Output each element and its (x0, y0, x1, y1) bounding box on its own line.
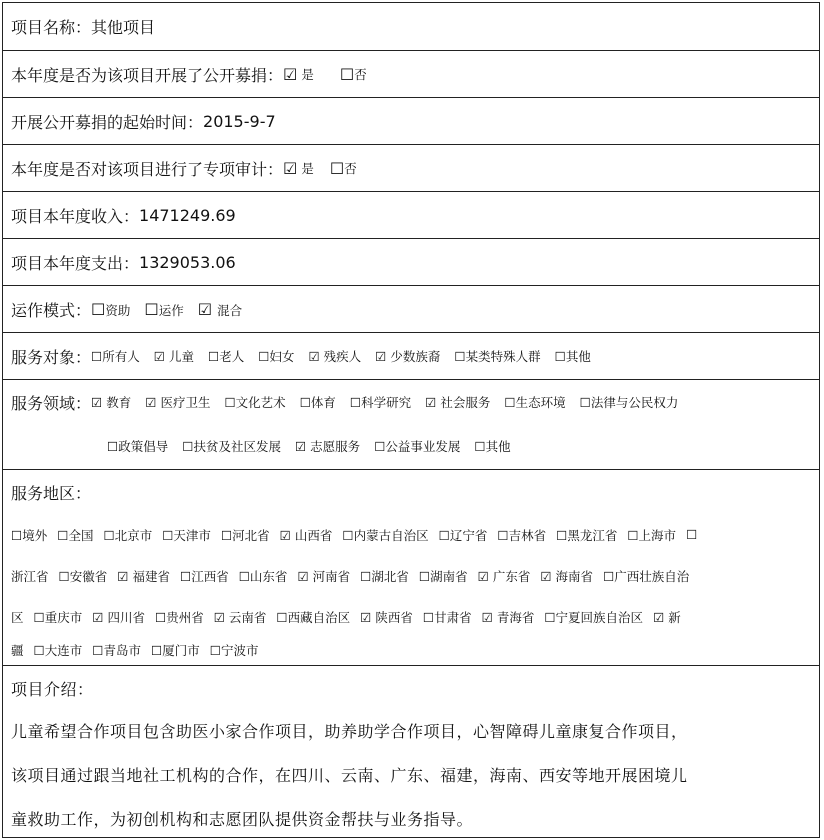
audit-label: 本年度是否对该项目进行了专项审计： (11, 159, 284, 179)
field-option-ecology[interactable]: ☐生态环境 (504, 395, 566, 410)
field-option-sports[interactable]: ☐体育 (299, 395, 336, 410)
region-option-yunnan[interactable]: ☑ 云南省 (213, 609, 267, 625)
region-option[interactable]: 疆 (11, 643, 24, 658)
region-option[interactable]: ☐内蒙古自治区 (342, 527, 429, 543)
service-field-label: 服务领域： (11, 393, 92, 413)
region-option[interactable]: 浙江省 (11, 568, 49, 584)
operation-mode-label: 运作模式： (11, 300, 92, 320)
income-label: 项目本年度收入： (11, 206, 140, 226)
mode-option-funding[interactable]: ☐资助 (91, 299, 131, 319)
public-fundraising-yes-checkbox[interactable]: ☑ (283, 64, 298, 84)
field-option-poverty-community[interactable]: ☐扶贫及社区发展 (182, 439, 281, 454)
mode-option-operation[interactable]: ☐运作 (144, 299, 184, 319)
field-option-culture-art[interactable]: ☐文化艺术 (224, 395, 286, 410)
region-line-3 (11, 596, 691, 637)
region-option-shanxi[interactable]: ☑ 山西省 (279, 527, 333, 543)
region-option[interactable]: 区 (11, 609, 24, 625)
public-fundraising-no-checkbox[interactable]: ☐ (339, 64, 355, 84)
region-option[interactable]: ☐宁夏回族自治区 (544, 609, 644, 625)
audit-no-label: 否 (344, 161, 357, 176)
region-option[interactable]: ☐上海市 (627, 527, 677, 543)
region-option[interactable]: ☐ (686, 527, 698, 542)
region-option[interactable]: ☐宁波市 (209, 643, 259, 658)
public-fundraising-row (3, 50, 819, 97)
public-fundraising-label: 本年度是否为该项目开展了公开募捐： (11, 65, 284, 85)
region-option[interactable]: ☐境外 (11, 527, 48, 543)
target-option-children[interactable]: ☑ 儿童 (153, 349, 194, 364)
service-target-row (3, 332, 819, 379)
region-option[interactable]: ☐河北省 (220, 527, 270, 543)
project-name-row (3, 3, 819, 50)
mode-option-mixed[interactable]: ☑ 混合 (197, 299, 243, 319)
region-option[interactable]: ☐湖北省 (360, 568, 409, 584)
region-option[interactable]: ☐辽宁省 (438, 527, 488, 543)
income-value: 1471249.69 (139, 205, 236, 225)
project-form (2, 2, 820, 838)
audit-no-checkbox[interactable]: ☐ (329, 158, 345, 178)
field-option-education[interactable]: ☑ 教育 (91, 395, 132, 410)
target-option-special-group[interactable]: ☐某类特殊人群 (454, 349, 541, 364)
region-option[interactable]: ☐重庆市 (33, 609, 83, 625)
region-option-xinjiang[interactable]: ☑ 新 (653, 609, 681, 625)
service-field-line-1 (11, 380, 692, 424)
region-option-sichuan[interactable]: ☑ 四川省 (92, 609, 145, 625)
public-fundraising-yes-label: 是 (301, 67, 314, 82)
region-option[interactable]: ☐江西省 (179, 568, 229, 584)
project-name-value: 其他项目 (91, 18, 156, 37)
field-option-volunteer[interactable]: ☑ 志愿服务 (294, 439, 361, 454)
field-option-science[interactable]: ☐科学研究 (349, 395, 412, 410)
region-option-fujian[interactable]: ☑ 福建省 (117, 568, 170, 584)
region-option-hainan[interactable]: ☑ 海南省 (540, 568, 594, 584)
region-option-shaanxi[interactable]: ☑ 陕西省 (360, 609, 413, 625)
start-time-value: 2015-9-7 (203, 111, 276, 131)
region-option-qinghai[interactable]: ☑ 青海省 (481, 609, 535, 625)
target-option-ethnic-minority[interactable]: ☑ 少数族裔 (375, 349, 441, 364)
target-option-other[interactable]: ☐其他 (554, 349, 591, 364)
region-line-4 (11, 637, 268, 663)
field-option-social-service[interactable]: ☑ 社会服务 (425, 395, 491, 410)
audit-yes-checkbox[interactable]: ☑ (283, 158, 298, 178)
region-option[interactable]: ☐全国 (57, 527, 94, 543)
region-option[interactable]: ☐吉林省 (497, 527, 547, 543)
region-option[interactable]: ☐西藏自治区 (276, 609, 351, 625)
start-time-label: 开展公开募捐的起始时间： (11, 112, 204, 132)
field-option-public-welfare[interactable]: ☐公益事业发展 (374, 439, 461, 454)
region-option-henan[interactable]: ☑ 河南省 (297, 568, 351, 584)
target-option-everyone[interactable]: ☐所有人 (91, 349, 140, 364)
region-option[interactable]: ☐青岛市 (92, 643, 141, 658)
service-field-row (3, 379, 819, 469)
region-option[interactable]: ☐贵州省 (154, 609, 204, 625)
service-region-row (3, 469, 819, 665)
target-option-disabled[interactable]: ☑ 残疾人 (308, 349, 362, 364)
audit-row (3, 144, 819, 191)
project-intro-label: 项目介绍： (11, 680, 94, 699)
region-option[interactable]: ☐甘肃省 (422, 609, 472, 625)
region-option[interactable]: ☐北京市 (103, 527, 153, 543)
region-option[interactable]: ☐大连市 (33, 643, 83, 658)
expense-row (3, 238, 819, 285)
region-option[interactable]: ☐天津市 (162, 527, 211, 543)
service-field-line-2 (11, 424, 525, 468)
region-option-guangdong[interactable]: ☑ 广东省 (477, 568, 531, 584)
project-intro-line: 童救助工作，为初创机构和志愿团队提供资金帮扶与业务指导。 (11, 810, 474, 829)
start-time-row (3, 97, 819, 144)
region-option[interactable]: ☐山东省 (238, 568, 288, 584)
public-fundraising-no-label: 否 (354, 67, 367, 82)
expense-label: 项目本年度支出： (11, 253, 140, 273)
target-option-women[interactable]: ☐妇女 (258, 349, 295, 364)
target-option-elderly[interactable]: ☐老人 (207, 349, 245, 364)
region-option[interactable]: ☐安徽省 (58, 568, 108, 584)
expense-value: 1329053.06 (139, 252, 236, 272)
service-region-label: 服务地区： (11, 483, 92, 503)
region-option[interactable]: ☐湖南省 (418, 568, 468, 584)
region-option[interactable]: ☐厦门市 (150, 643, 200, 658)
project-intro-line: 该项目通过跟当地社工机构的合作，在四川、云南、广东、福建，海南、西安等地开展困境儿 (11, 766, 688, 785)
project-intro-line: 儿童希望合作项目包含助医小家合作项目，助养助学合作项目，心智障碍儿童康复合作项目， (11, 722, 688, 741)
region-option[interactable]: ☐黑龙江省 (556, 527, 618, 543)
field-option-law-rights[interactable]: ☐法律与公民权力 (579, 395, 679, 410)
region-option[interactable]: ☐广西壮族自治 (603, 568, 690, 584)
field-option-healthcare[interactable]: ☑ 医疗卫生 (145, 395, 211, 410)
income-row (3, 191, 819, 238)
project-name-label: 项目名称： (11, 18, 92, 37)
audit-yes-label: 是 (301, 161, 314, 176)
operation-mode-row (3, 285, 819, 332)
field-option-other[interactable]: ☐其他 (474, 439, 511, 454)
region-line-2 (11, 555, 699, 596)
field-option-policy-advocacy[interactable]: ☐政策倡导 (107, 439, 169, 454)
service-target-label: 服务对象： (11, 347, 92, 367)
region-line-1 (11, 514, 707, 555)
project-intro-row (3, 665, 819, 837)
